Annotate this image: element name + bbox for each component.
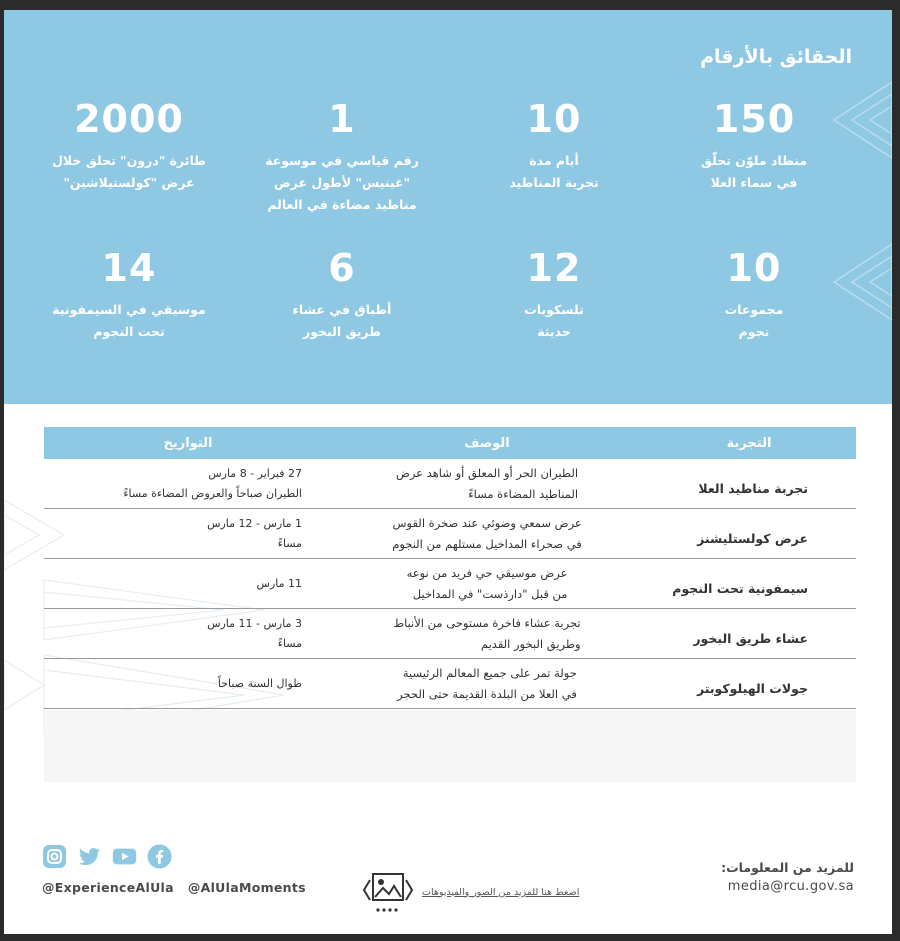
more-info-label: للمزيد من المعلومات:: [721, 860, 854, 875]
cell-description: الطيران الحر أو المعلق أو شاهد عرض المناطيد المضاءة مساءً: [395, 465, 579, 501]
stat-days: [459, 96, 649, 194]
stat-number: 6: [328, 246, 356, 290]
stat-constellations: [659, 245, 849, 343]
contact-info: [721, 860, 854, 894]
table-row: [44, 609, 856, 659]
stat-telescopes: [459, 245, 649, 343]
table-row: [44, 559, 856, 609]
stat-musicians: [34, 245, 224, 343]
stat-number: 150: [712, 97, 796, 141]
stat-drones: [34, 96, 224, 194]
stat-label: منطاد ملوّن تحلّق في سماء العلا: [700, 153, 808, 190]
stat-dishes: [247, 245, 437, 343]
facebook-icon[interactable]: [147, 844, 172, 869]
table-row: [44, 459, 856, 509]
gallery-icon: [362, 870, 414, 914]
cell-description: تجربة عشاء فاخرة مستوحى من الأنباط وطريق البخور القديم: [393, 615, 581, 651]
cell-dates: 1 مارس - 12 مارس مساءً: [207, 516, 302, 550]
cell-description: عرض موسيقي حي فريد من نوعه من قبل "دارذست" في المداخيل: [406, 565, 568, 601]
youtube-icon[interactable]: [112, 844, 137, 869]
experiences-table: [44, 427, 856, 709]
stat-number: 10: [526, 97, 582, 141]
stat-number: 1: [328, 97, 356, 141]
stat-label: مجموعات نجوم: [724, 302, 784, 339]
cell-dates: طوال السنة صباحاً: [217, 676, 302, 690]
cell-experience: تجربة مناطيد العلا: [698, 481, 808, 496]
cell-dates: 27 فبراير - 8 مارس الطيران صباحاً والعروض المضاءة مساءً: [123, 466, 302, 500]
table-row: [44, 659, 856, 709]
facts-band: [4, 10, 892, 404]
cell-experience: جولات الهيلوكوبتر: [696, 681, 808, 696]
media-gallery-link[interactable]: [362, 870, 579, 914]
cell-experience: عرض كولستليشنز: [697, 531, 808, 546]
cell-experience: سيمفونية تحت النجوم: [672, 581, 808, 596]
header-experience: التجربة: [726, 435, 772, 451]
media-link-text[interactable]: اضغط هنا للمزيد من الصور والفيديوهات: [422, 886, 580, 898]
stat-label: أيام مدة تجربة المناطيد: [509, 153, 599, 190]
table-row: [44, 509, 856, 559]
table-header: [44, 427, 856, 459]
social-icons: [42, 844, 172, 869]
stat-label: تلسكوبات حديثة: [524, 302, 584, 339]
stat-label: أطباق في عشاء طريق البخور: [292, 302, 392, 339]
cell-dates: 3 مارس - 11 مارس مساءً: [207, 616, 302, 650]
cell-description: جولة تمر على جميع المعالم الرئيسية في العلا من البلدة القديمة حتى الحجر: [397, 665, 577, 701]
table-footer-spacer: [44, 710, 856, 782]
stat-label: رقم قياسي في موسوعة "غينيس" لأطول عرض مناطيد مضاءة في العالم: [265, 153, 419, 212]
stat-number: 10: [726, 246, 782, 290]
social-handles[interactable]: @ExperienceAlUla @AlUlaMoments: [42, 880, 306, 895]
stat-label: طائرة "درون" تحلق خلال عرض "كولستيلاشين": [52, 153, 206, 190]
cell-dates: 11 مارس: [256, 576, 302, 590]
contact-email[interactable]: media@rcu.gov.sa: [727, 879, 854, 894]
stat-number: 14: [101, 246, 157, 290]
stat-balloons: [659, 96, 849, 194]
instagram-icon[interactable]: [42, 844, 67, 869]
facts-title: الحقائق بالأرقام: [700, 46, 852, 68]
stat-label: موسيقي في السيمفونية تحت النجوم: [52, 302, 206, 339]
header-dates: التواريخ: [163, 435, 213, 451]
stat-record: [247, 96, 437, 216]
header-description: الوصف: [464, 435, 510, 451]
infographic-page: [4, 10, 892, 934]
cell-experience: عشاء طريق البخور: [693, 631, 808, 646]
stat-number: 2000: [74, 97, 184, 141]
stat-number: 12: [526, 246, 582, 290]
twitter-icon[interactable]: [77, 844, 102, 869]
cell-description: عرض سمعي وضوئي عند صخرة القوس في صحراء المداخيل مستلهم من النجوم: [392, 515, 582, 551]
